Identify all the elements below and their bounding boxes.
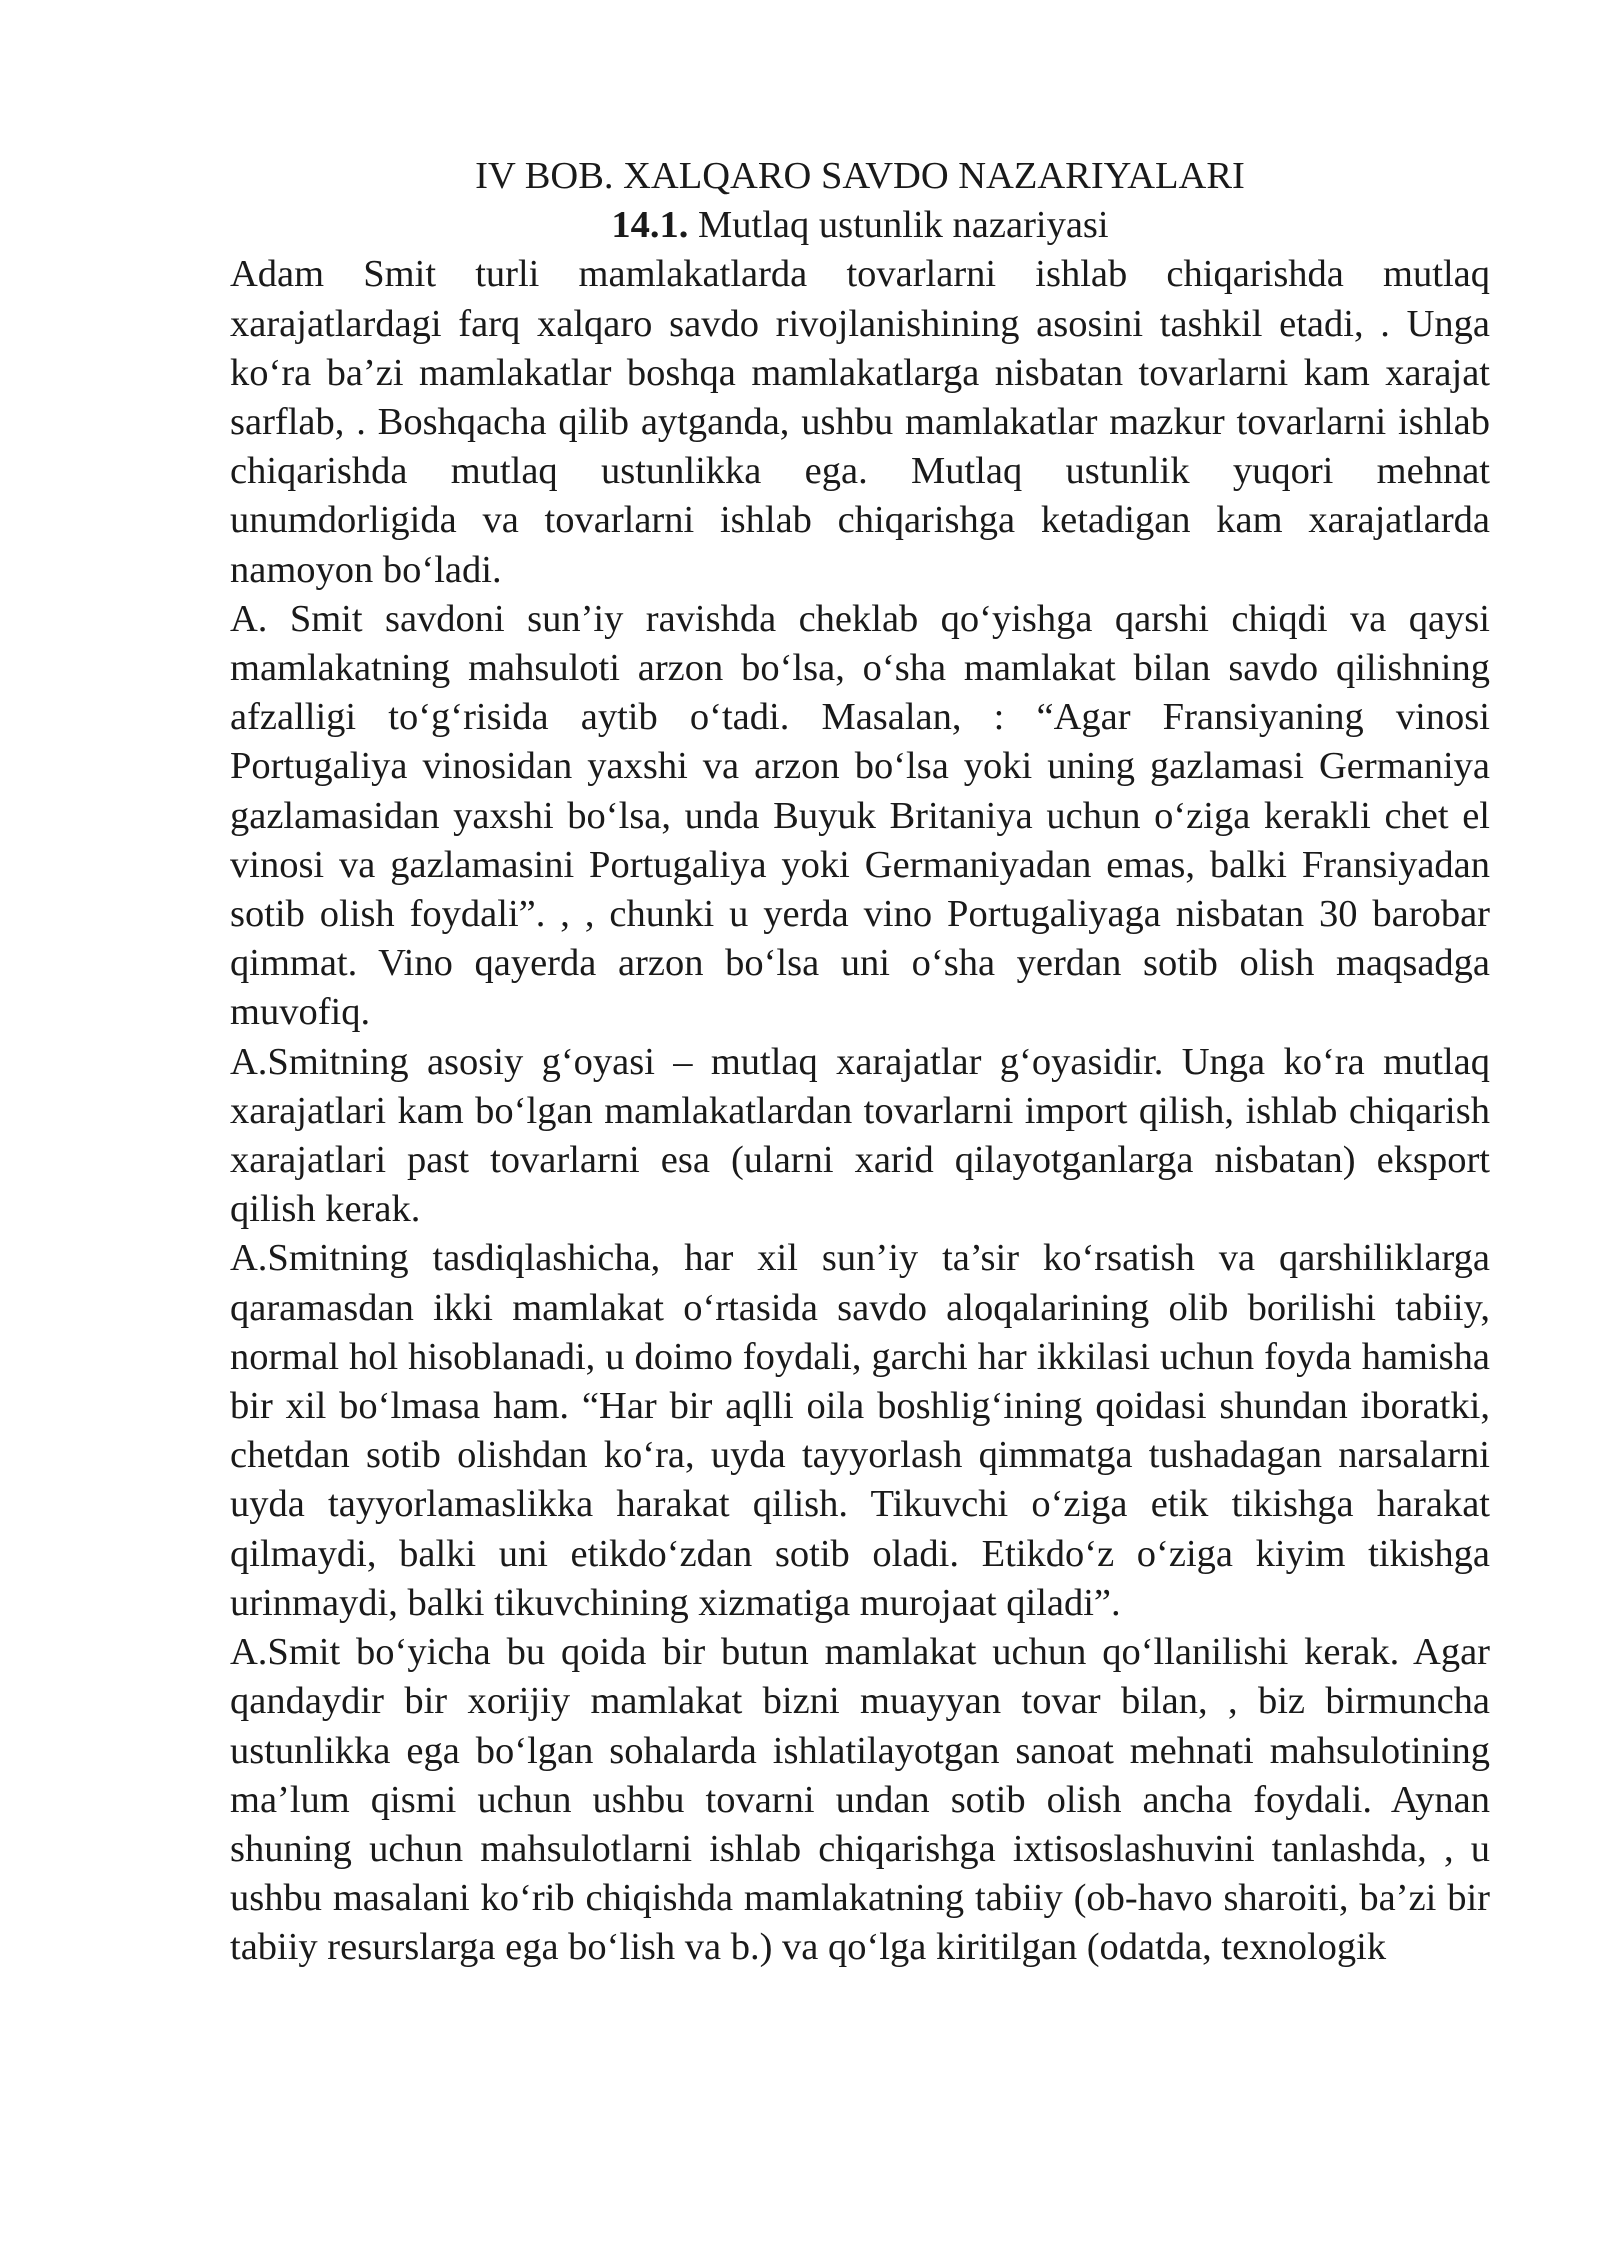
section-heading: [230, 201, 1490, 250]
chapter-title: IV BOB. XALQARO SAVDO NAZARIYALARI: [475, 155, 1245, 197]
paragraph-3: A.Smitning asosiy g‘oyasi – mutlaq xarajatlar g‘oyasidir. Unga ko‘ra mutlaq xarajatlari kam bo‘lgan mamlakatlardan tovarlarni import qilish, ishlab chiqarish xarajatlari past tovarlarni esa (ularni xarid qilayotganlarga nisbatan) eksport qilish kerak.: [230, 1040, 1490, 1231]
paragraph-2: A. Smit savdoni sun’iy ravishda cheklab qo‘yishga qarshi chiqdi va qaysi mamlakatning mahsuloti arzon bo‘lsa, o‘sha mamlakat bilan savdo qilishning afzalligi to‘g‘risida aytib o‘tadi. Masalan, : “Agar Fransiyaning vinosi Portugaliya vinosidan yaxshi va arzon bo‘lsa yoki uning gazlamasi Germaniya gazlamasidan yaxshi bo‘lsa, unda Buyuk Britaniya uchun o‘ziga kerakli chet el vinosi va gazlamasini Portugaliya yoki Germaniyadan emas, balki Fransiyadan sotib olish foydali”. , , chunki u yerda vino Portugaliyaga nisbatan 30 barobar qimmat. Vino qayerda arzon bo‘lsa uni o‘sha yerdan sotib olish maqsadga muvofiq.: [230, 597, 1490, 1034]
document-page: [230, 152, 1490, 1973]
paragraph-4: A.Smitning tasdiqlashicha, har xil sun’iy ta’sir ko‘rsatish va qarshiliklarga qaramasdan ikki mamlakat o‘rtasida savdo aloqalarining olib borilishi tabiiy, normal hol hisoblanadi, u doimo foydali, garchi har ikkilasi uchun foyda hamisha bir xil bo‘lmasa ham. “Har bir aqlli oila boshlig‘ining qoidasi shundan iboratki, chetdan sotib olishdan ko‘ra, uyda tayyorlash qimmatga tushadagan narsalarni uyda tayyorlamaslikka harakat qilish. Tikuvchi o‘ziga etik tikishga harakat qilmaydi, balki uni etikdo‘zdan sotib oladi. Etikdo‘z o‘ziga kiyim tikishga urinmaydi, balki tikuvchining xizmatiga murojaat qiladi”.: [230, 1237, 1490, 1624]
section-title: Mutlaq ustunlik nazariyasi: [698, 204, 1109, 247]
paragraph-1: Adam Smit turli mamlakatlarda tovarlarni ishlab chiqarishda mutlaq xarajatlardagi farq xalqaro savdo rivojlanishining asosini tashkil etadi, . Unga ko‘ra ba’zi mamlakatlar boshqa mamlakatlarga nisbatan tovarlarni kam xarajat sarflab, . Boshqacha qilib aytganda, ushbu mamlakatlar mazkur tovarlarni ishlab chiqarishda mutlaq ustunlikka ega. Mutlaq ustunlik yuqori mehnat unumdorligida va tovarlarni ishlab chiqarishga ketadigan kam xarajatlarda namoyon bo‘ladi.: [230, 253, 1490, 591]
paragraph-5: A.Smit bo‘yicha bu qoida bir butun mamlakat uchun qo‘llanilishi kerak. Agar qandaydir bir xorijiy mamlakat bizni muayyan tovar bilan, , biz birmuncha ustunlikka ega bo‘lgan sohalarda ishlatilayotgan sanoat mehnati mahsulotining ma’lum qismi uchun ushbu tovarni undan sotib olish ancha foydali. Aynan shuning uchun mahsulotlarni ishlab chiqarishga ixtisoslashuvini tanlashda, , u ushbu masalani ko‘rib chiqishda mamlakatning tabiiy (ob-havo sharoiti, ba’zi bir tabiiy resurslarga ega bo‘lish va b.) va qo‘lga kiritilgan (odatda, texnologik: [230, 1631, 1490, 1969]
section-number: 14.1.: [611, 204, 689, 247]
